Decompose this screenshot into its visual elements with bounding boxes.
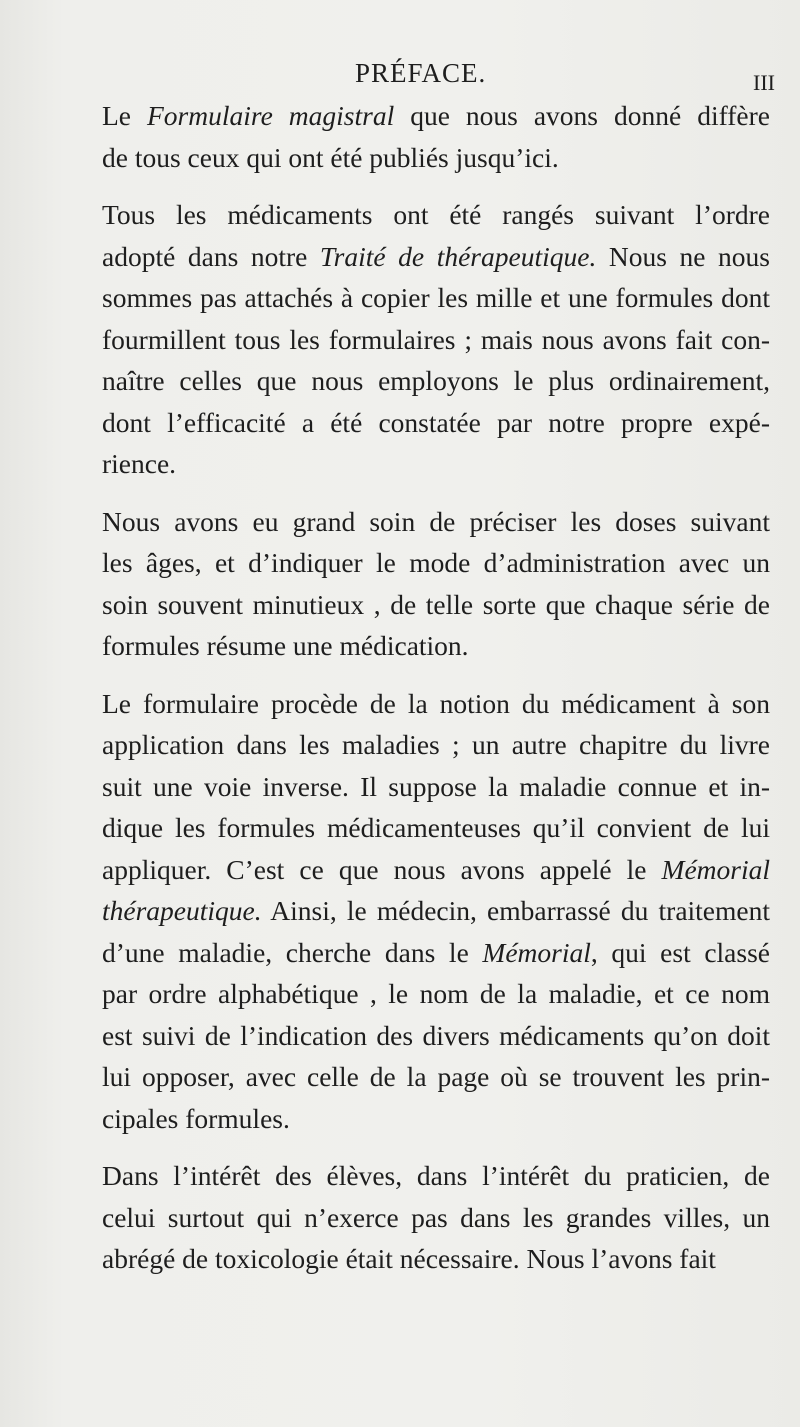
text-segment: naître celles que nous employons le plus ordinairement, [102,365,770,396]
text-line [60,1015,770,1057]
text-line [60,584,770,626]
text-segment: Le formulaire procède de la notion du médicament à son [102,687,770,719]
text-segment: cipales formules. [102,1102,290,1134]
text-segment: , qui est classé [590,936,771,968]
text-line [60,890,770,932]
paragraph [60,194,770,485]
text-segment: Ainsi, le médecin, embarrassé du traitement [261,895,770,926]
running-head [0,58,800,98]
italic-text: Traité de thérapeutique. [319,240,597,272]
text-segment: Nous avons eu grand soin de préciser les doses suivant [102,505,770,537]
text-line [60,683,770,725]
italic-text: Mémorial [482,936,591,968]
text-line [60,319,770,361]
text-segment: dique les formules médicamenteuses qu’il convient de lui [102,812,770,843]
text-segment: application dans les maladies ; un autre chapitre du livre [102,729,770,760]
text-segment: formules résume une médication. [102,630,469,661]
text-line [60,1056,770,1098]
text-segment: celui surtout qui n’exerce pas dans les grandes villes, un [102,1201,770,1233]
text-segment: sommes pas attachés à copier les mille et une formules dont [102,282,770,313]
text-segment: de tous ceux qui ont été publiés jusqu’ici. [102,141,559,173]
text-segment: adopté dans notre [102,240,320,272]
text-line [60,236,770,278]
text-segment: Dans l’intérêt des élèves, dans l’intérêt du praticien, de [102,1160,770,1191]
text-segment: par ordre alphabétique , le nom de la maladie, et ce nom [102,978,770,1009]
text-segment: les âges, et d’indiquer le mode d’administration avec un [102,547,770,578]
text-segment: d’une maladie, cherche dans le [102,936,483,968]
text-line [60,501,770,543]
paragraph [60,683,770,1140]
paragraph [60,1155,770,1280]
text-segment: suit une voie inverse. Il suppose la maladie connue et in- [102,770,770,802]
text-segment: que nous avons donné diffère [394,100,770,131]
text-line [60,542,770,584]
text-line [60,1098,770,1140]
text-segment: abrégé de toxicologie était nécessaire. Nous l’avons fait [102,1243,716,1274]
text-line [60,194,770,236]
text-line [60,724,770,766]
italic-text: Mémorial [661,853,770,885]
text-line [60,932,770,974]
text-segment: dont l’efficacité a été constatée par notre propre expé- [102,406,770,438]
running-title: PRÉFACE. [355,58,487,88]
paragraph [60,501,770,667]
text-segment: est suivi de l’indication des divers médicaments qu’on doit [102,1019,770,1051]
text-segment: Tous les médicaments ont été rangés suivant l’ordre [102,199,770,230]
text-segment: rience. [102,448,177,479]
text-segment: fourmillent tous les formulaires ; mais nous avons fait con- [102,323,770,355]
text-line [60,973,770,1015]
text-line [60,402,770,444]
text-line [60,1197,770,1239]
page-number: III [753,70,775,95]
text-line [60,1238,770,1280]
text-line [60,360,770,402]
text-line [60,849,770,891]
text-line [60,1155,770,1197]
text-line [60,137,770,179]
text-segment: lui opposer, avec celle de la page où se trouvent les prin- [102,1061,770,1092]
text-line [60,807,770,849]
text-segment: Nous ne nous [596,240,770,272]
text-segment: soin souvent minutieux , de telle sorte que chaque série de [102,588,770,620]
text-line [60,277,770,319]
body-text [60,95,770,1280]
paragraph [60,95,770,178]
italic-text: thérapeutique. [102,895,262,926]
text-line [60,443,770,485]
text-line [60,625,770,667]
text-segment: appliquer. C’est ce que nous avons appelé le [102,853,662,885]
text-line [60,95,770,137]
text-segment: Le [102,100,147,131]
italic-text: Formulaire magistral [147,100,395,131]
text-line [60,766,770,808]
